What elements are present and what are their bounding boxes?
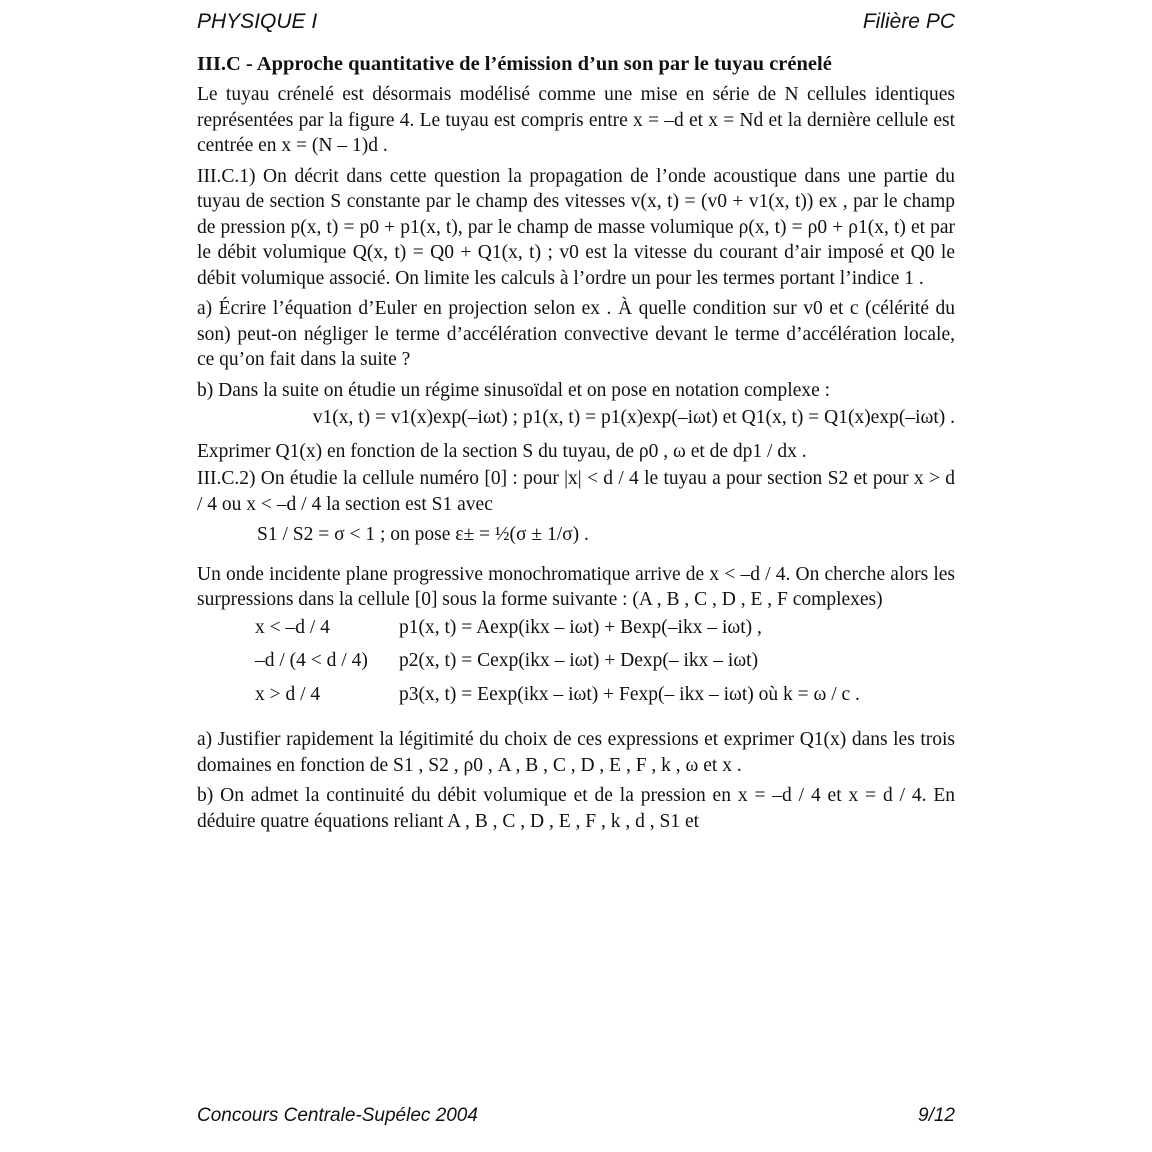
equation-complex-notation: v1(x, t) = v1(x)exp(–iωt) ; p1(x, t) = p1(x)exp(–iωt) et Q1(x, t) = Q1(x)exp(–iωt) . [312,407,955,428]
pressure-cases [255,615,860,716]
question-c1a: a) Écrire l’équation d’Euler en projection selon ex . À quelle condition sur v0 et c (célérité du son) peut-on négliger le terme d’accélération convective devant le terme d’accélération locale, ce qu’on fait dans la suite ? [197,298,955,370]
case-domain: x < –d / 4 [255,616,330,638]
section-title: III.C - Approche quantitative de l’émission d’un son par le tuyau crénelé [197,53,832,75]
question-c2a: a) Justifier rapidement la légitimité du choix de ces expressions et exprimer Q1(x) dans les trois domaines en fonction de S1 , S2 , ρ0 , A , B , C , D , E , F , k , ω et x . [197,729,955,776]
case-expression: p2(x, t) = Cexp(ikx – iωt) + Dexp(– ikx – iωt) [399,650,759,671]
case-row [255,682,860,716]
paragraph-intro: Le tuyau crénelé est désormais modélisé comme une mise en série de N cellules identiques représentées par la figure 4. Le tuyau est compris entre x = –d et x = Nd et la dernière cellule est centrée en x = (N – 1)d . [197,84,955,156]
case-expression: p3(x, t) = Eexp(ikx – iωt) + Fexp(– ikx – iωt) où k = ω / c . [399,683,860,705]
question-c2b: b) On admet la continuité du débit volumique et de la pression en x = –d / 4 et x = d / 4. En déduire quatre équations reliant A , B , C , D , E , F , k , d , S1 et [197,785,955,832]
case-domain: x > d / 4 [255,683,321,705]
case-row [255,648,860,682]
question-c1b: b) Dans la suite on étudie un régime sinusoïdal et on pose en notation complexe : [197,379,831,401]
case-row [255,615,860,649]
question-c1: III.C.1) On décrit dans cette question la propagation de l’onde acoustique dans une partie du tuyau de section S constante par le champ des vitesses v(x, t) = (v0 + v1(x, t)) ex , par le champ de pression p(x, t) = p0 + p1(x, t), par le champ de masse volumique ρ(x, t) = ρ0 + ρ1(x, t) et par le débit volumique Q(x, t) = Q0 + Q1(x, t) ; v0 est la vitesse du courant d’air imposé et Q0 le débit volumique associé. On limite les calculs à l’ordre un pour les termes portant l’indice 1 . [197,165,955,289]
question-c2: III.C.2) On étudie la cellule numéro [0] : pour |x| < d / 4 le tuyau a pour section S2 et pour x > d / 4 ou x < –d / 4 la section est S1 avec [197,468,955,515]
case-domain: –d / (4 < d / 4) [255,650,368,671]
case-expression: p1(x, t) = Aexp(ikx – iωt) + Bexp(–ikx – iωt) , [399,616,762,638]
question-c1b-ask: Exprimer Q1(x) en fonction de la section S du tuyau, de ρ0 , ω et de dp1 / dx . [197,440,807,462]
header-track: Filière PC [862,10,955,33]
document-body [197,52,955,839]
footer-page-number: 9/12 [918,1105,955,1126]
header-subject: PHYSIQUE I [197,10,318,33]
paragraph-incident-wave: Un onde incidente plane progressive monochromatique arrive de x < –d / 4. On cherche alors les surpressions dans la cellule [0] sous la forme suivante : (A , B , C , D , E , F complexes) [197,563,955,610]
equation-section-ratio: S1 / S2 = σ < 1 ; on pose ε± = ½(σ ± 1/σ) . [257,524,589,545]
footer-exam-name: Concours Centrale-Supélec 2004 [197,1105,478,1126]
